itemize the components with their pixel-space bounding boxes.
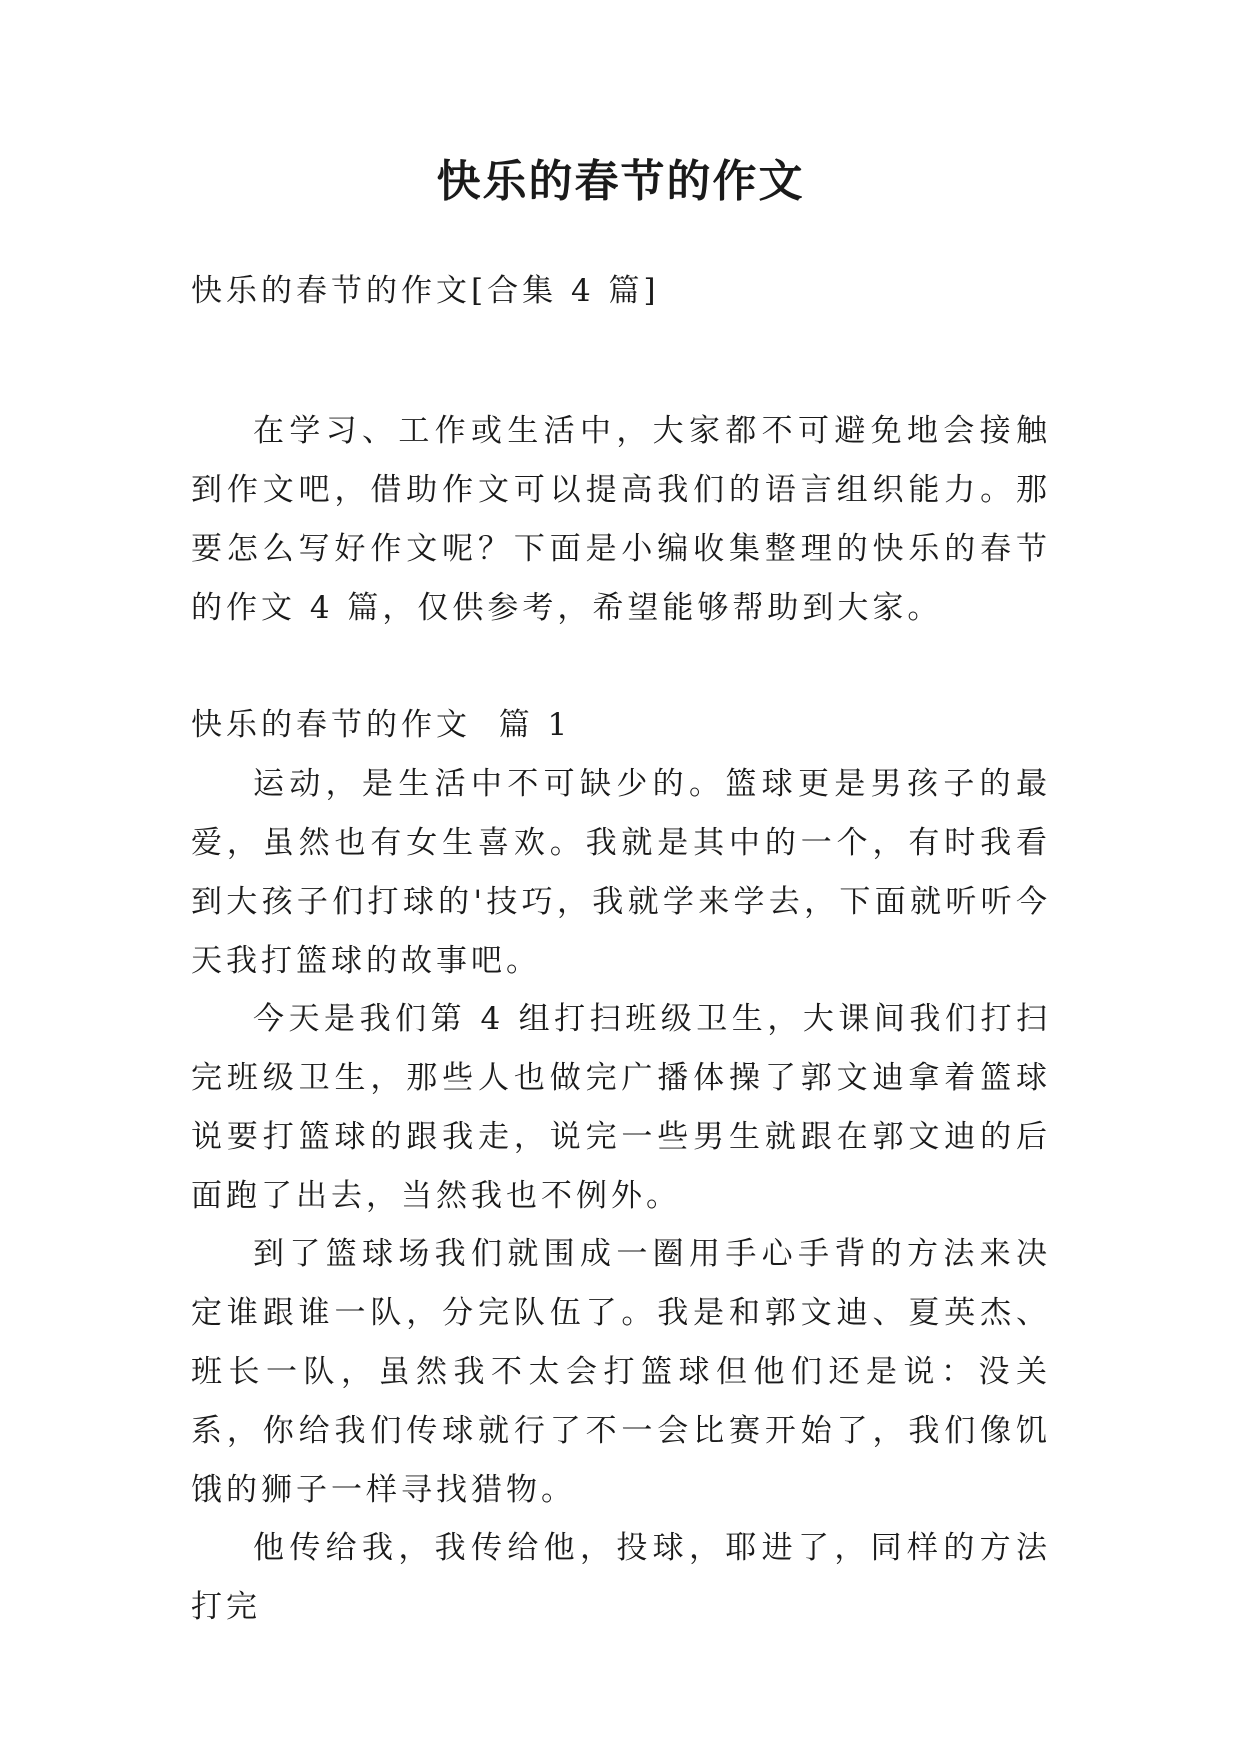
body-paragraph-3: 到了篮球场我们就围成一圈用手心手背的方法来决定谁跟谁一队，分完队伍了。我是和郭文迪、夏英杰、班长一队，虽然我不太会打篮球但他们还是说：没关系，你给我们传球就行了不一会比赛开始了，我们像饥饿的狮子一样寻找猎物。 xyxy=(191,1236,1051,1508)
body-paragraph-2: 今天是我们第 4 组打扫班级卫生，大课间我们打扫完班级卫生，那些人也做完广播体操了郭文迪拿着篮球说要打篮球的跟我走，说完一些男生就跟在郭文迪的后面跑了出去，当然我也不例外。 xyxy=(191,1001,1051,1214)
document-subtitle: 快乐的春节的作文[合集 4 篇] xyxy=(191,273,660,309)
document-title: 快乐的春节的作文 xyxy=(436,156,805,207)
section-heading: 快乐的春节的作文 篇 1 xyxy=(191,707,572,743)
body-paragraph-4: 他传给我，我传给他，投球，耶进了，同样的方法打完 xyxy=(191,1530,1051,1625)
body-paragraph-1: 运动，是生活中不可缺少的。篮球更是男孩子的最爱，虽然也有女生喜欢。我就是其中的一个，有时我看到大孩子们打球的'技巧，我就学来学去，下面就听听今天我打篮球的故事吧。 xyxy=(191,766,1051,979)
intro-paragraph: 在学习、工作或生活中，大家都不可避免地会接触到作文吧，借助作文可以提高我们的语言组织能力。那要怎么写好作文呢？下面是小编收集整理的快乐的春节的作文 4 篇，仅供参考，希望能够帮助到大家。 xyxy=(191,413,1051,626)
